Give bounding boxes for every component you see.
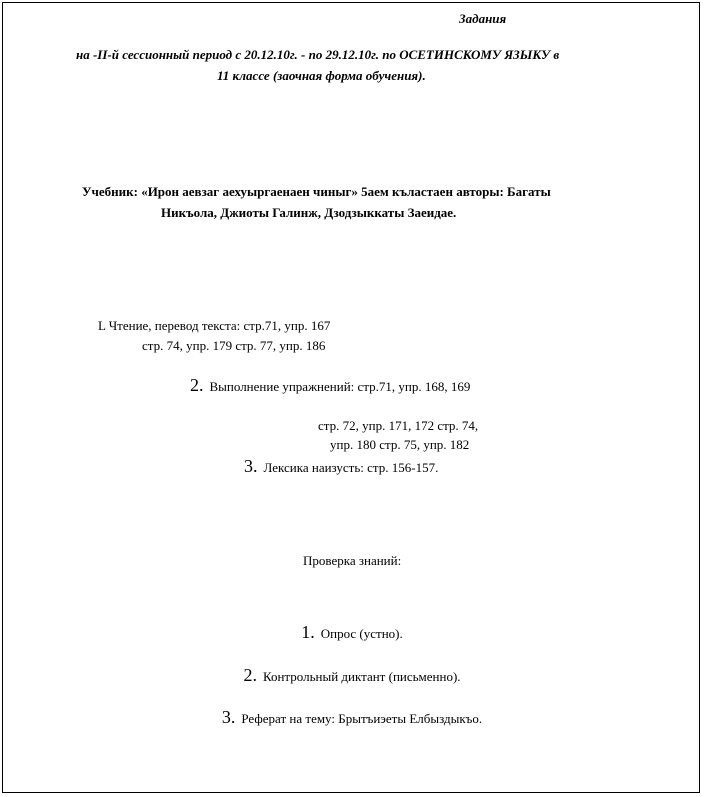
- textbook-line-2: Никъола, Джиоты Галинж, Дзодзыккаты Заеидае.: [161, 205, 457, 220]
- task-3-number: 3.: [244, 456, 258, 476]
- task-3: [244, 458, 438, 476]
- check-item-3-number: 3.: [221, 707, 236, 727]
- check-item-3: [0, 709, 704, 727]
- task-2: [190, 377, 470, 395]
- check-item-3-text: Реферат на тему: Брытъиэеты Елбыздыкъо.: [241, 711, 483, 726]
- textbook-line-1: Учебник: «Ирон аевзаг аехуыргаенаен чиныг» 5аем къластаен авторы: Багаты: [82, 184, 551, 199]
- subtitle-line-1: на -II-й сессионный период с 20.12.10г. - по 29.12.10г. по ОСЕТИНСКОМУ ЯЗЫКУ в: [76, 47, 560, 62]
- check-item-2-text: Контрольный диктант (письменно).: [262, 669, 461, 684]
- check-title: Проверка знаний:: [303, 553, 402, 568]
- task-1-line-1: L Чтение, перевод текста: стр.71, упр. 167: [98, 318, 331, 333]
- task-2-line-2: стр. 72, упр. 171, 172 стр. 74,: [318, 418, 479, 433]
- check-item-1-number: 1.: [301, 622, 315, 642]
- document-heading: Задания: [459, 11, 507, 26]
- task-3-text: Лексика наизусть: стр. 156-157.: [263, 460, 439, 475]
- task-2-line-3: упр. 180 стр. 75, упр. 182: [330, 437, 470, 452]
- task-2-text: Выполнение упражнений: стр.71, упр. 168, 169: [209, 379, 471, 394]
- task-2-number: 2.: [190, 375, 204, 395]
- task-1-line-2: стр. 74, упр. 179 стр. 77, упр. 186: [142, 338, 326, 353]
- check-item-1: [0, 624, 704, 642]
- check-item-2-number: 2.: [243, 665, 257, 685]
- check-item-1-text: Опрос (устно).: [320, 626, 403, 641]
- check-item-2: [0, 667, 704, 685]
- subtitle-line-2: 11 классе (заочная форма обучения).: [217, 68, 426, 83]
